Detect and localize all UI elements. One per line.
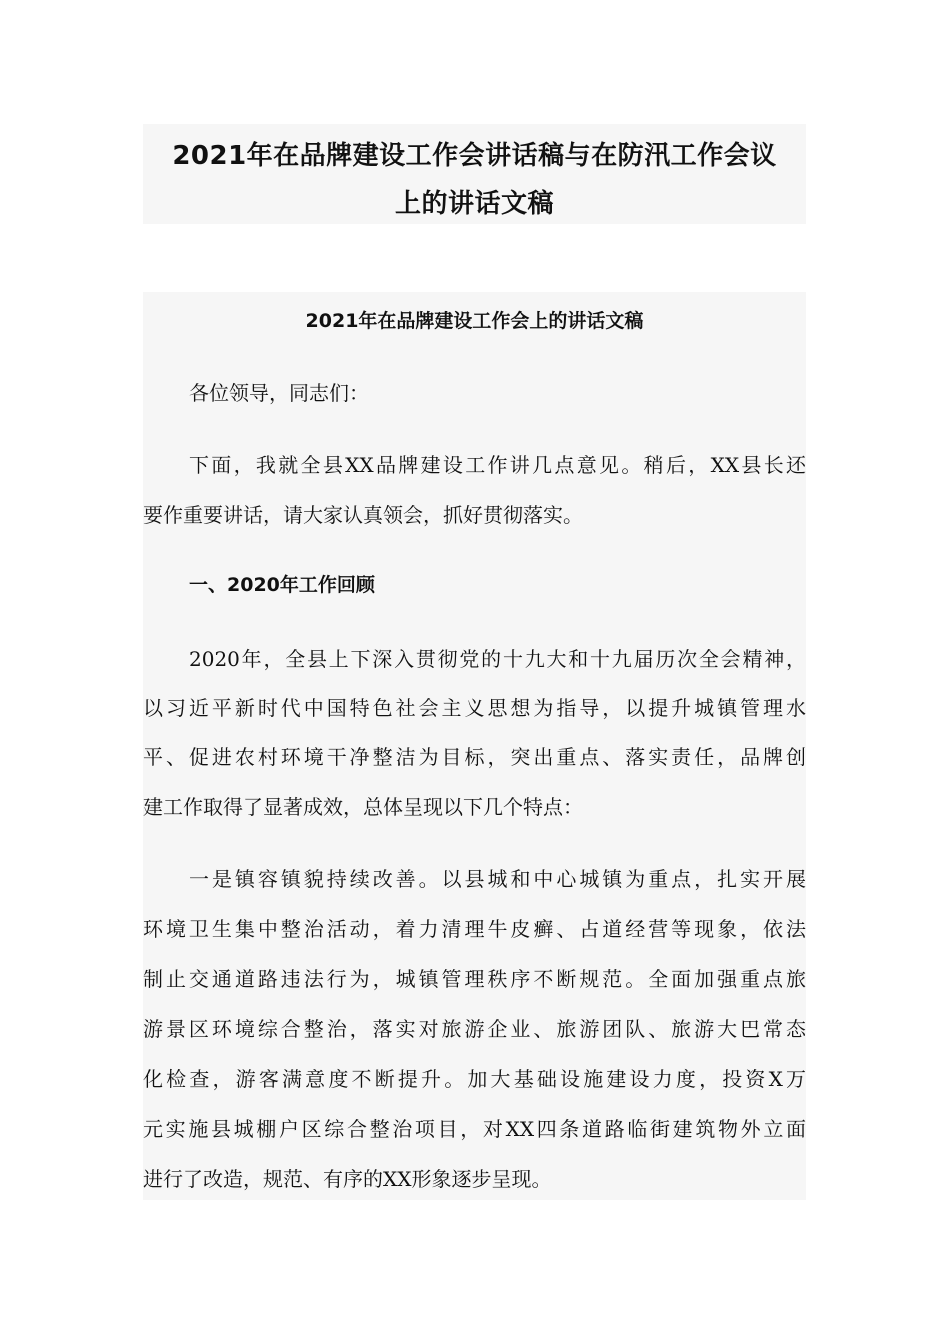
paragraph-1-line-2: 以习近平新时代中国特色社会主义思想为指导，以提升城镇管理水 — [143, 696, 806, 720]
paragraph-2-line-5: 化检查，游客满意度不断提升。加大基础设施建设力度，投资X万 — [143, 1067, 806, 1091]
paragraph-1-line-1: 2020年，全县上下深入贯彻党的十九大和十九届历次全会精神， — [189, 647, 806, 671]
intro-line-2: 要作重要讲话，请大家认真领会，抓好贯彻落实。 — [143, 503, 583, 527]
document-title-line-1: 2021年在品牌建设工作会讲话稿与在防汛工作会议 — [172, 141, 777, 171]
document-title-line-2: 上的讲话文稿 — [394, 189, 554, 219]
section-heading: 一、2020年工作回顾 — [189, 574, 375, 596]
greeting: 各位领导，同志们： — [189, 381, 369, 405]
paragraph-2-line-7: 进行了改造，规范、有序的XX形象逐步呈现。 — [143, 1167, 552, 1191]
paragraph-2-line-4: 游景区环境综合整治，落实对旅游企业、旅游团队、旅游大巴常态 — [143, 1017, 806, 1041]
paragraph-2-line-3: 制止交通道路违法行为，城镇管理秩序不断规范。全面加强重点旅 — [143, 967, 806, 991]
paragraph-1-line-4: 建工作取得了显著成效，总体呈现以下几个特点： — [143, 795, 583, 819]
paragraph-2-line-2: 环境卫生集中整治活动，着力清理牛皮癣、占道经营等现象，依法 — [143, 917, 806, 941]
paragraph-2-line-1: 一是镇容镇貌持续改善。以县城和中心城镇为重点，扎实开展 — [189, 867, 806, 891]
paragraph-1-line-3: 平、促进农村环境干净整洁为目标，突出重点、落实责任，品牌创 — [143, 745, 806, 769]
document-title-block — [143, 124, 806, 224]
intro-line-1: 下面，我就全县XX品牌建设工作讲几点意见。稍后，XX县长还 — [189, 453, 806, 477]
speech-subtitle: 2021年在品牌建设工作会上的讲话文稿 — [305, 310, 644, 332]
document-body — [143, 292, 806, 1200]
paragraph-2-line-6: 元实施县城棚户区综合整治项目，对XX四条道路临街建筑物外立面 — [143, 1117, 806, 1141]
